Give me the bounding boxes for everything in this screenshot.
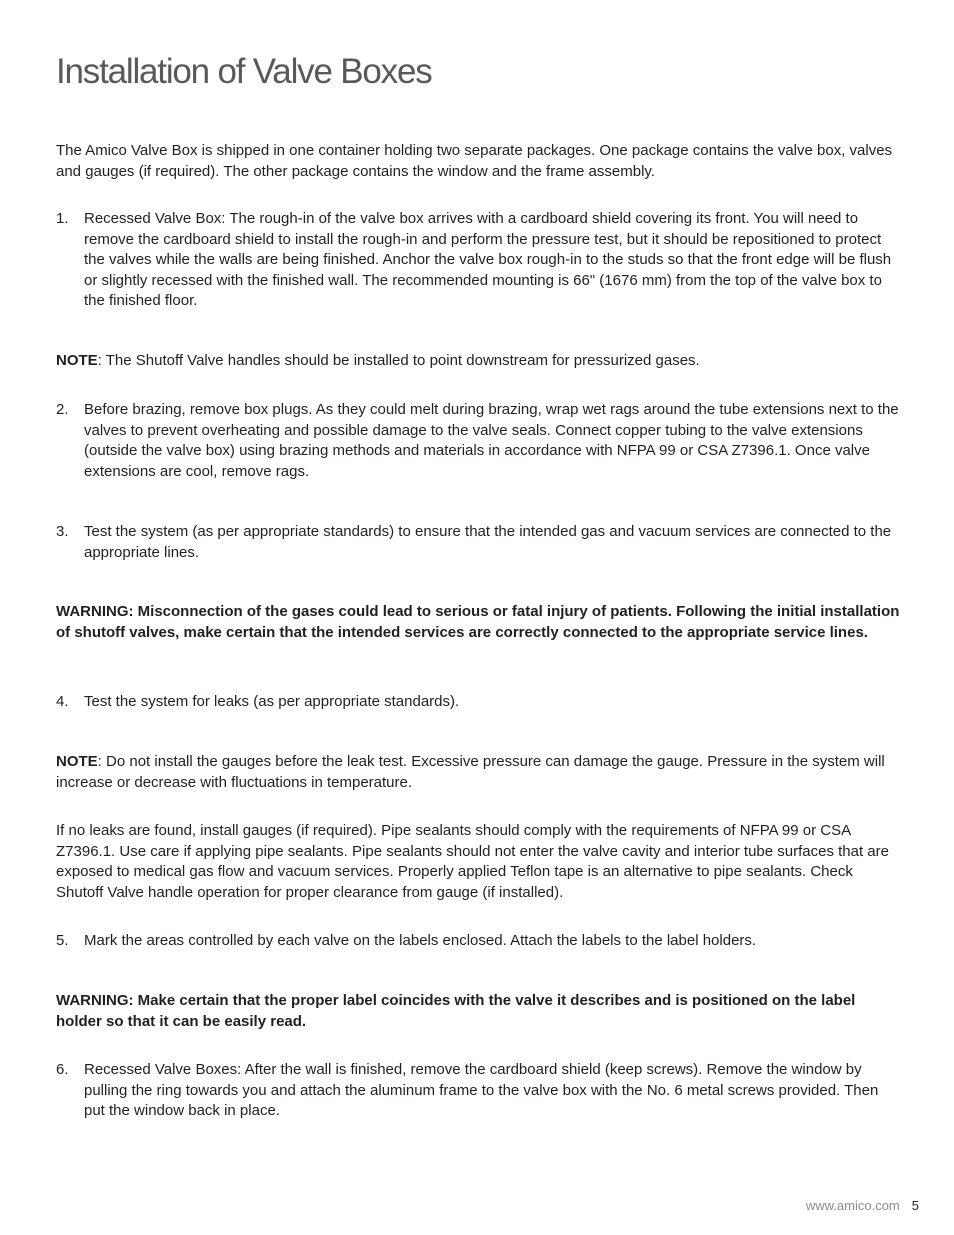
step-text: Test the system (as per appropriate standards) to ensure that the intended gas and vacuum services are connected to the appropriate lines. bbox=[84, 523, 892, 561]
step-6 bbox=[56, 1060, 901, 1122]
note-label: NOTE bbox=[56, 352, 98, 369]
step-3 bbox=[56, 522, 901, 563]
step-text: Recessed Valve Boxes: After the wall is finished, remove the cardboard shield (keep screws). Remove the window by pulling the ring towards you and attach the aluminum frame to the valve box with the No. 6 metal screws provided. Then put the window back in place. bbox=[84, 1061, 879, 1120]
intro-paragraph: The Amico Valve Box is shipped in one container holding two separate packages. One package contains the valve box, valves and gauges (if required). The other package contains the window and the frame assembly. bbox=[56, 142, 893, 180]
note-text: : The Shutoff Valve handles should be installed to point downstream for pressurized gases. bbox=[97, 352, 700, 369]
warning-labels: WARNING: Make certain that the proper label coincides with the valve it describes and is positioned on the label holder so that it can be easily read. bbox=[56, 992, 856, 1030]
step-number: 5. bbox=[56, 932, 69, 949]
step-text: Test the system for leaks (as per appropriate standards). bbox=[84, 693, 460, 710]
footer-url: www.amico.com bbox=[805, 1198, 900, 1213]
step-text: Mark the areas controlled by each valve on the labels enclosed. Attach the labels to the label holders. bbox=[84, 932, 757, 949]
step-text: Before brazing, remove box plugs. As they could melt during brazing, wrap wet rags around the tube extensions next to the valves to prevent overheating and possible damage to the valve seals. Connect copper tubing to the valve extensions (outside the valve box) using brazing methods and materials in accordance with NFPA 99 or CSA Z7396.1. Once valve extensions are cool, remove rags. bbox=[84, 401, 899, 480]
warning-misconnection: WARNING: Misconnection of the gases could lead to serious or fatal injury of patients. Following the initial installation of shutoff valves, make certain that the intended services are correctly connected to the appropriate service lines. bbox=[56, 603, 900, 641]
step-number: 4. bbox=[56, 693, 69, 710]
note-label: NOTE bbox=[56, 753, 98, 770]
step-number: 2. bbox=[56, 401, 69, 418]
step-number: 1. bbox=[56, 210, 69, 227]
gauges-paragraph: If no leaks are found, install gauges (if required). Pipe sealants should comply with the requirements of NFPA 99 or CSA Z7396.1. Use care if applying pipe sealants. Pipe sealants should not enter the valve cavity and interior tube surfaces that are exposed to medical gas flow and vacuum services. Properly applied Teflon tape is an alternative to pipe sealants. Check Shutoff Valve handle operation for proper clearance from gauge (if installed). bbox=[56, 822, 889, 901]
step-1 bbox=[56, 209, 901, 312]
step-2 bbox=[56, 400, 901, 482]
note-gauges bbox=[56, 752, 901, 793]
note-text: : Do not install the gauges before the leak test. Excessive pressure can damage the gauge. Pressure in the system will increase or decrease with fluctuations in temperature. bbox=[56, 753, 885, 791]
page-number: 5 bbox=[911, 1198, 919, 1213]
page-footer bbox=[806, 1198, 919, 1213]
page-title: Installation of Valve Boxes bbox=[56, 52, 432, 91]
step-text: Recessed Valve Box: The rough-in of the valve box arrives with a cardboard shield covering its front. You will need to remove the cardboard shield to install the rough-in and perform the pressure test, but it should be repositioned to protect the valves while the walls are being finished. Anchor the valve box rough-in to the studs so that the front edge will be flush or slightly recessed with the finished wall. The recommended mounting is 66" (1676 mm) from the top of the valve box to the finished floor. bbox=[84, 210, 892, 310]
note-shutoff-valve bbox=[56, 351, 901, 372]
step-number: 3. bbox=[56, 523, 69, 540]
step-number: 6. bbox=[56, 1061, 69, 1078]
step-4 bbox=[56, 692, 901, 713]
step-5 bbox=[56, 931, 901, 952]
